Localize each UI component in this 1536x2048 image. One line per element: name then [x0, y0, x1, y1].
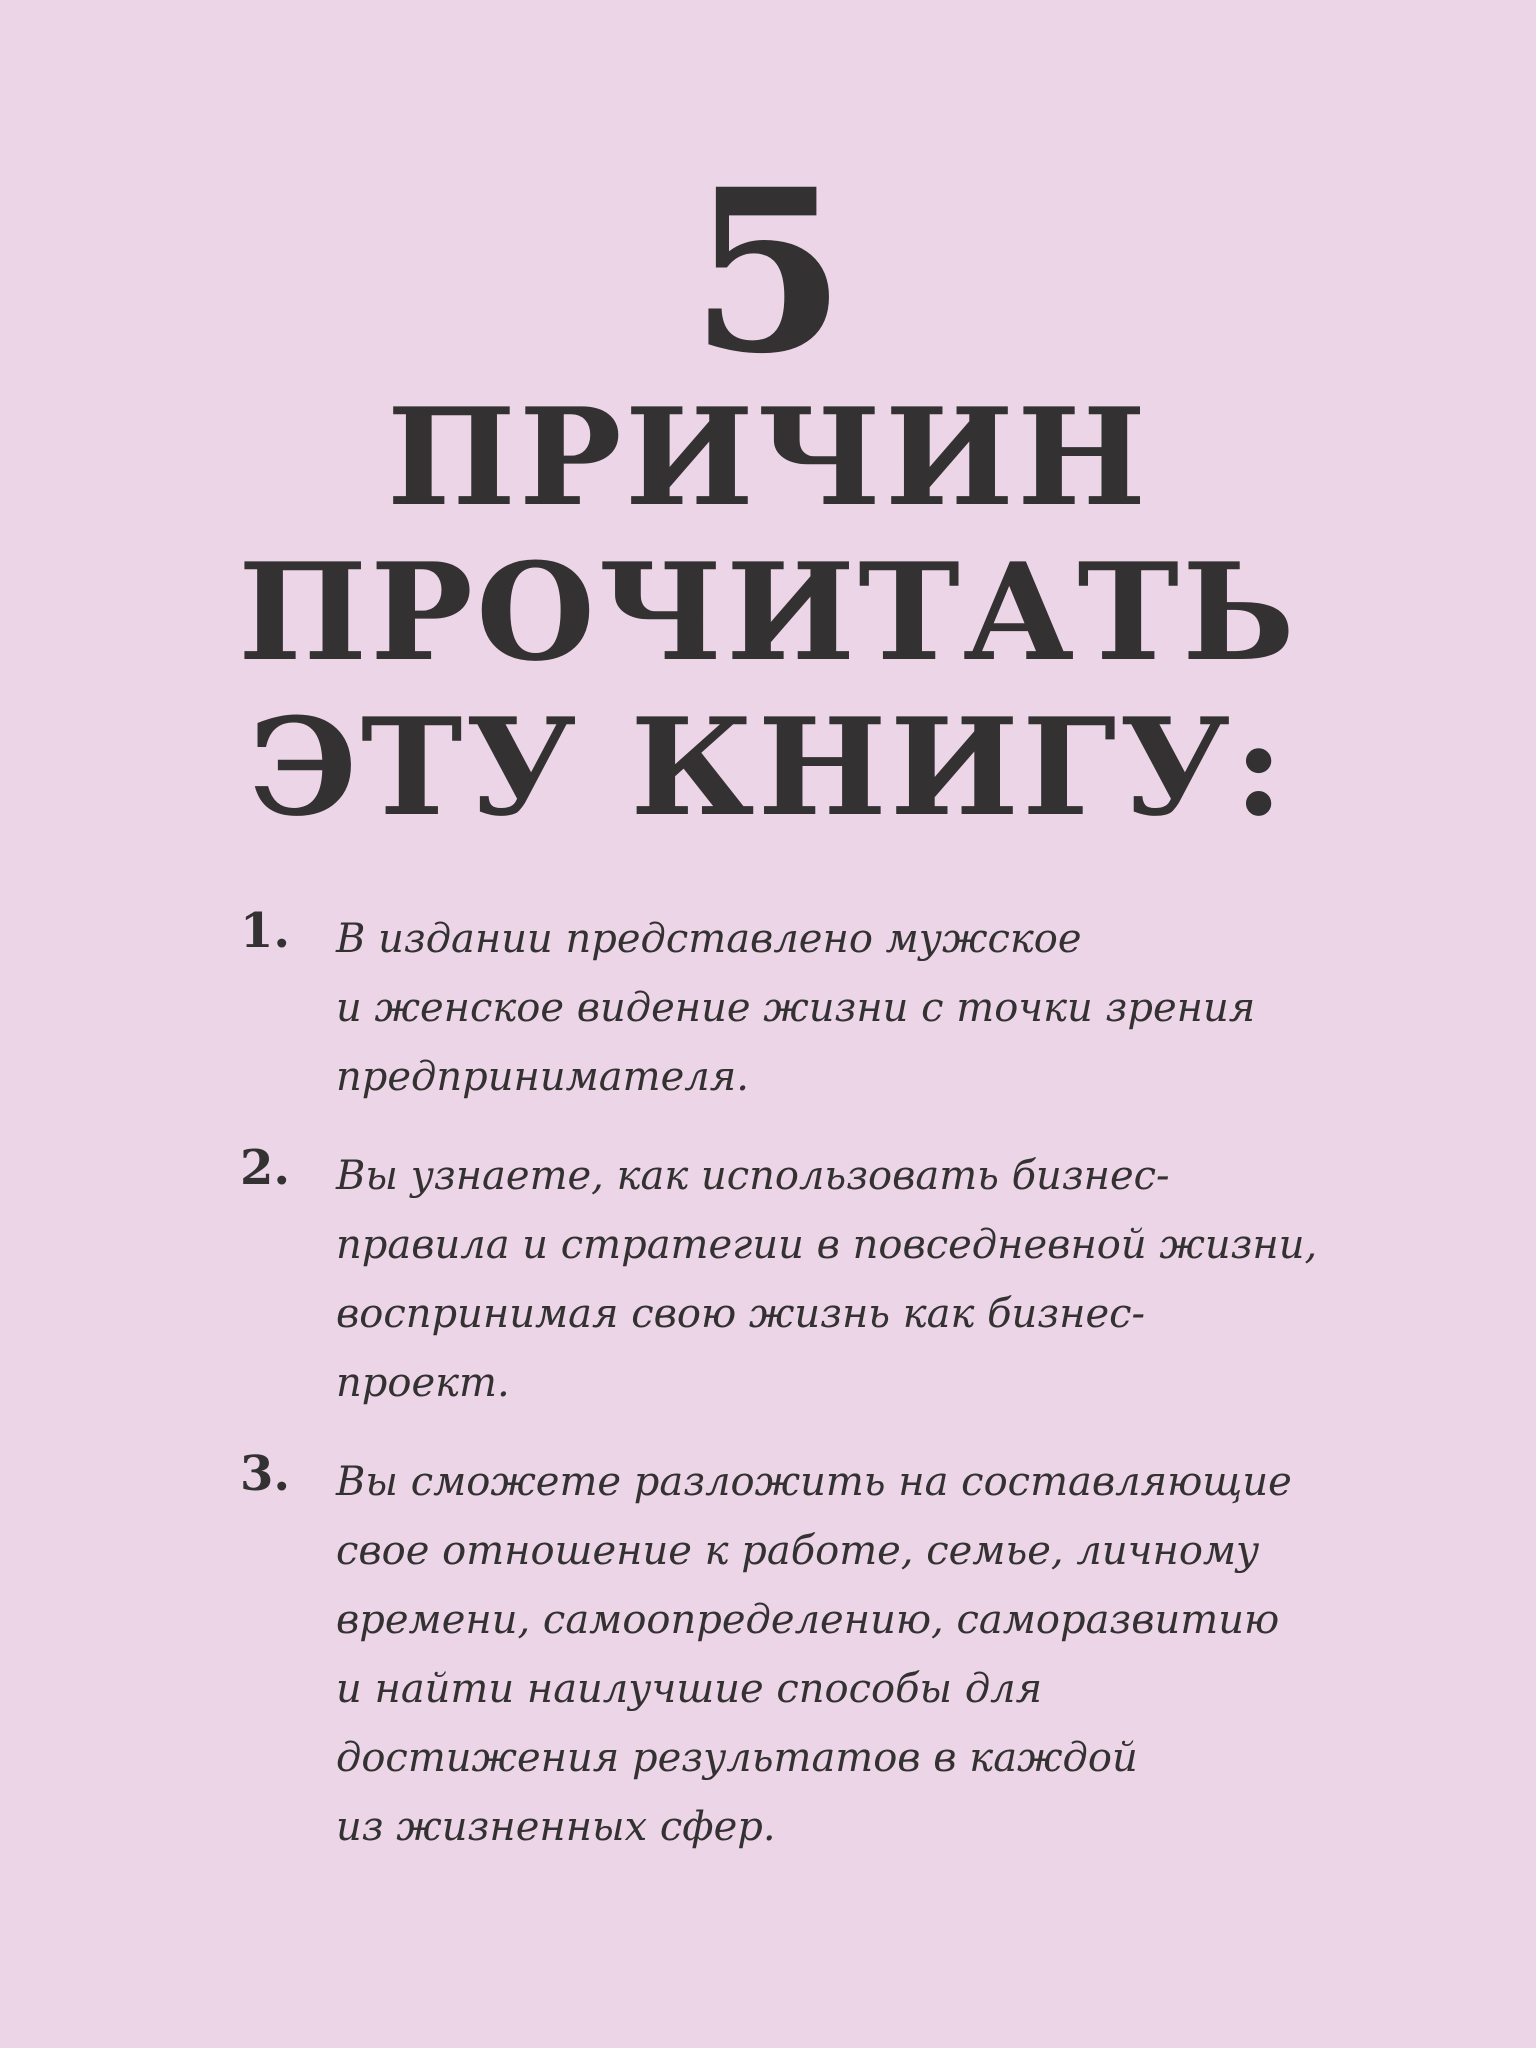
heading-line: ПРИЧИН	[386, 378, 1150, 536]
reason-text-line: проект.	[336, 1360, 510, 1406]
reason-text-line: Вы сможете разложить на составляющие	[336, 1459, 1292, 1505]
reason-text-line: свое отношение к работе, семье, личному	[336, 1528, 1260, 1574]
reason-text-line: достижения результатов в каждой	[336, 1735, 1138, 1781]
reason-text	[336, 1448, 1330, 1862]
reason-text-line: и женское видение жизни с точки зрения	[336, 985, 1256, 1031]
reason-item	[240, 905, 1330, 1112]
reason-number: 3.	[240, 1446, 291, 1502]
heading-line: ПРОЧИТАТЬ	[238, 533, 1298, 691]
reason-text-line: предпринимателя.	[336, 1054, 749, 1100]
reason-text-line: воспринимая свою жизнь как бизнес-	[336, 1291, 1146, 1337]
reason-text	[336, 905, 1330, 1112]
reason-text	[336, 1142, 1330, 1418]
heading-number: 5	[690, 140, 846, 403]
reason-text-line: и найти наилучшие способы для	[336, 1666, 1043, 1712]
reason-text-line: правила и стратегии в повседневной жизни,	[336, 1222, 1318, 1268]
reason-number: 1.	[240, 903, 291, 959]
reason-text-line: В издании представлено мужское	[336, 916, 1082, 962]
heading-line: ЭТУ КНИГУ:	[249, 688, 1287, 846]
reason-item	[240, 1142, 1330, 1418]
reason-text-line: времени, самоопределению, саморазвитию	[336, 1597, 1280, 1643]
reason-text-line: Вы узнаете, как использовать бизнес-	[336, 1153, 1170, 1199]
reason-text-line: из жизненных сфер.	[336, 1804, 776, 1850]
reasons-list	[240, 905, 1330, 1892]
reason-number: 2.	[240, 1140, 291, 1196]
reason-item	[240, 1448, 1330, 1862]
